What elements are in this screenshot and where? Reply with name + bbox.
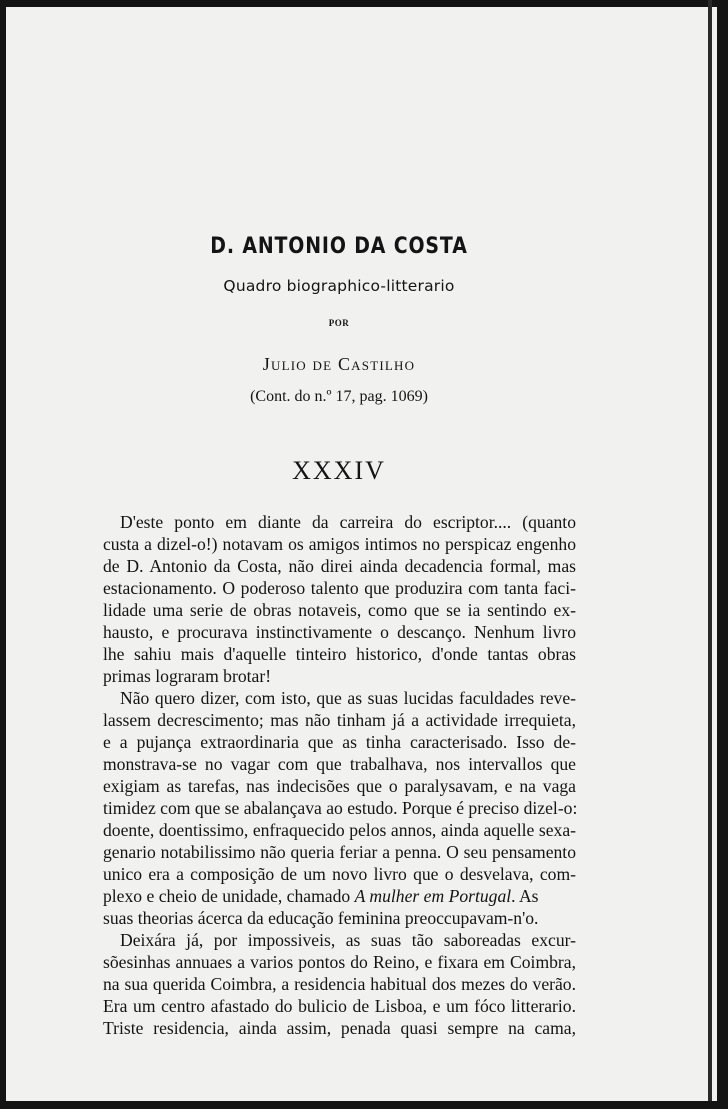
text-segment: plexo e cheio de unidade, chamado (103, 886, 355, 906)
text-line: unico era a composição de um novo livro que o desvelava, com- (103, 864, 576, 884)
author-name: Julio de Castilho (262, 354, 416, 374)
continuation-note: (Cont. do n.º 17, pag. 1069) (250, 388, 428, 405)
text-line: custa a dizel-o!) notavam os amigos intimos no perspicaz engenho (103, 534, 576, 554)
scan-border-bottom (0, 1101, 728, 1109)
scan-border-top (0, 0, 728, 7)
text-line: suas theorias ácerca da educação feminina preoccupavam-n'o. (103, 908, 539, 928)
text-segment: . As (511, 886, 539, 906)
text-line: sõesinhas annuaes a varios pontos do Reino, e fixara em Coimbra, (103, 952, 576, 972)
scan-border-inner-right (708, 0, 712, 1109)
text-line: hausto, e procurava instinctivamente o descanço. Nenhum livro (103, 622, 576, 642)
text-line: Deixára já, por impossiveis, as suas tão saboreadas excur- (120, 930, 576, 950)
text-line-with-book-title (103, 885, 576, 907)
chapter-number: XXXIV (292, 456, 386, 485)
text-line: doente, doentissimo, enfraquecido pelos annos, ainda aquelle sexa- (103, 820, 576, 840)
article-title: D. ANTONIO DA COSTA (210, 234, 468, 259)
text-line: de D. Antonio da Costa, não direi ainda decadencia formal, mas (103, 556, 576, 576)
text-line: lidade uma serie de obras notaveis, como que se ia sentindo ex- (103, 600, 576, 620)
text-line: exigiam as tarefas, nas indecisões que o paralysavam, e na vaga (103, 776, 576, 796)
text-line: estacionamento. O poderoso talento que produzira com tanta faci- (103, 578, 576, 598)
text-line: Triste residencia, ainda assim, penada quasi sempre na cama, (103, 1018, 576, 1038)
text-line: lhe sahiu mais d'aquelle tinteiro historico, d'onde tantas obras (103, 644, 576, 664)
text-line: Era um centro afastado do bulicio de Lisboa, e um fóco litterario. (103, 996, 576, 1016)
text-line: monstrava-se no vagar com que trabalhava, nos intervallos que (103, 754, 576, 774)
text-line: e a pujança extraordinaria que as tinha caracterisado. Isso de- (103, 732, 576, 752)
text-line: timidez com que se abalançava ao estudo. Porque é preciso dizel-o: (103, 798, 578, 818)
text-line: D'este ponto em diante da carreira do escriptor.... (quanto (120, 512, 576, 532)
by-label: POR (328, 318, 350, 328)
text-line: lassem decrescimento; mas não tinham já a actividade irrequieta, (103, 710, 576, 730)
scan-border-right (717, 0, 728, 1109)
book-title: A mulher em Portugal (354, 886, 512, 906)
text-line: na sua querida Coimbra, a residencia habitual dos mezes do verão. (103, 974, 576, 994)
scan-border-left (0, 0, 6, 1109)
text-line: primas lograram brotar! (103, 666, 272, 686)
text-line: genario notabilissimo não queria feriar a penna. O seu pensamento (103, 842, 576, 862)
text-line: Não quero dizer, com isto, que as suas lucidas faculdades reve- (120, 688, 576, 708)
article-subtitle: Quadro biographico-litterario (223, 277, 455, 295)
